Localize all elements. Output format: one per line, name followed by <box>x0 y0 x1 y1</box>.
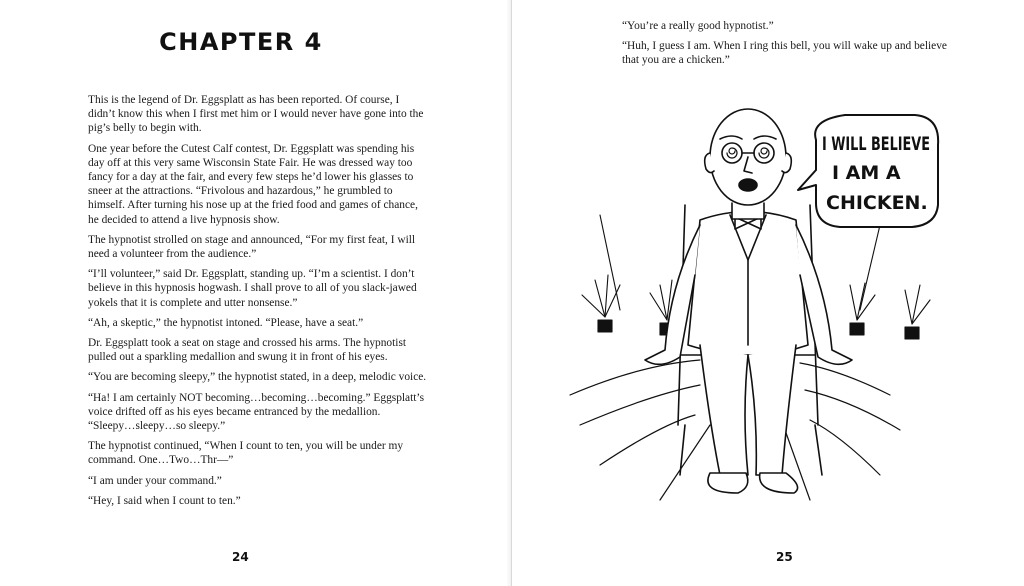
paragraph: The hypnotist continued, “When I count to ten, you will be under my command. One…Two…Thr—” <box>88 440 404 467</box>
left-body-text <box>88 93 428 514</box>
paragraph: This is the legend of Dr. Eggsplatt as has been reported. Of course, I didn’t know this when I first met him or I would never have gone into the pig’s belly to begin with. <box>88 94 424 135</box>
page-number-left: 24 <box>232 550 249 564</box>
paragraph: “Ah, a skeptic,” the hypnotist intoned. “Please, have a seat.” <box>88 316 364 329</box>
paragraph: The hypnotist strolled on stage and announced, “For my first feat, I will need a volunteer from the audience.” <box>88 233 416 261</box>
chapter-title: CHAPTER 4 <box>159 28 323 56</box>
man-head <box>705 109 792 219</box>
speech-bubble-line: I WILL BELIEVE <box>822 133 930 155</box>
speech-bubble-line: CHICKEN. <box>826 192 928 214</box>
paragraph: “Hey, I said when I count to ten.” <box>88 494 241 507</box>
paragraph: “You are becoming sleepy,” the hypnotist stated, in a deep, melodic voice. <box>88 371 427 384</box>
paragraph: “Ha! I am certainly NOT becoming…becoming…becoming.” Eggsplatt’s voice drifted off as his eyes became entranced by the medallion. “Sleepy…sleepy…so sleepy.” <box>88 391 425 433</box>
page-number-right: 25 <box>776 550 793 564</box>
hypnotized-man-illustration <box>560 95 940 505</box>
paragraph: “I’ll volunteer,” said Dr. Eggsplatt, standing up. “I’m a scientist. I don’t believe in this hypnosis hogwash. I shall prove to all of you slack-jawed yokels that it is complete and utter nonsense.” <box>88 268 417 309</box>
paragraph: “Huh, I guess I am. When I ring this bell, you will wake up and believe that you are a chicken.” <box>622 40 947 67</box>
paragraph: “I am under your command.” <box>88 474 222 487</box>
paragraph: One year before the Cutest Calf contest, Dr. Eggsplatt was spending his day off at this very same Wisconsin State Fair. He was dressed way too fancy for a day at the fair, and every few steps he’d lower his glasses to sneer at the attractions. “Frivolous and hazardous,” he grumbled to himself. After turning his nose up at the fried food and games of chance, he decided to attend a live hypnosis show. <box>88 142 418 226</box>
speech-bubble-line: I AM A <box>832 162 901 184</box>
right-body-text <box>622 19 952 74</box>
paragraph: “You’re a really good hypnotist.” <box>622 20 774 32</box>
man-body <box>645 212 852 494</box>
paragraph: Dr. Eggsplatt took a seat on stage and crossed his arms. The hypnotist pulled out a sparkling medallion and swung it in front of his eyes. <box>88 337 407 364</box>
